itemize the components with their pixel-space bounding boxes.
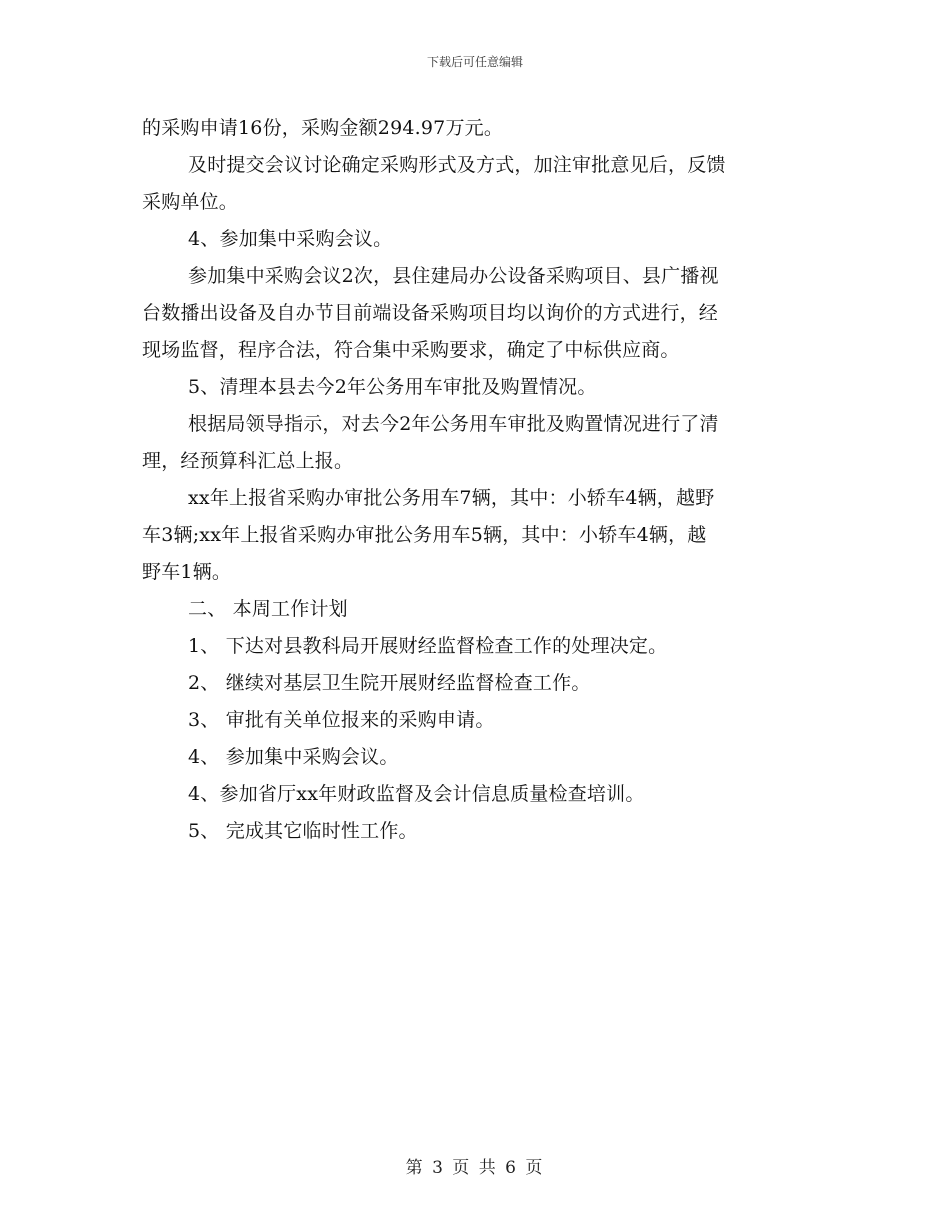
paragraph-line: 根据局领导指示，对去今2年公务用车审批及购置情况进行了清 [188,413,719,435]
list-item: 5、 完成其它临时性工作。 [188,820,418,842]
section-heading: 4、参加集中采购会议。 [188,228,393,250]
paragraph-line: 及时提交会议讨论确定采购形式及方式，加注审批意见后，反馈 [188,154,726,176]
section-heading: 5、清理本县去今2年公务用车审批及购置情况。 [188,376,597,398]
paragraph-line: 台数播出设备及自办节目前端设备采购项目均以询价的方式进行，经 [142,302,719,324]
page-header: 下载后可任意编辑 [426,55,523,69]
list-item: 3、 审批有关单位报来的采购申请。 [188,709,495,731]
paragraph-line: 理，经预算科汇总上报。 [142,450,354,472]
paragraph-line: xx年上报省采购办审批公务用车7辆，其中：小轿车4辆，越野 [188,487,715,509]
page-number: 第 3 页 共 6 页 [405,1158,545,1178]
section-heading: 二、 本周工作计划 [188,598,348,620]
paragraph-line: 参加集中采购会议2次，县住建局办公设备采购项目、县广播视 [188,265,719,287]
paragraph-line: 车3辆;xx年上报省采购办审批公务用车5辆，其中：小轿车4辆，越 [142,524,707,546]
paragraph-line: 野车1辆。 [142,561,232,583]
paragraph-line: 采购单位。 [142,191,239,213]
paragraph-line: 的采购申请16份，采购金额294.97万元。 [142,117,504,139]
paragraph-line: 现场监督，程序合法，符合集中采购要求，确定了中标供应商。 [142,339,680,361]
list-item: 4、 参加集中采购会议。 [188,746,399,768]
list-item: 4、参加省厅xx年财政监督及会计信息质量检查培训。 [188,783,645,805]
document-body [142,110,807,850]
list-item: 2、 继续对基层卫生院开展财经监督检查工作。 [188,672,591,694]
list-item: 1、 下达对县教科局开展财经监督检查工作的处理决定。 [188,635,668,657]
